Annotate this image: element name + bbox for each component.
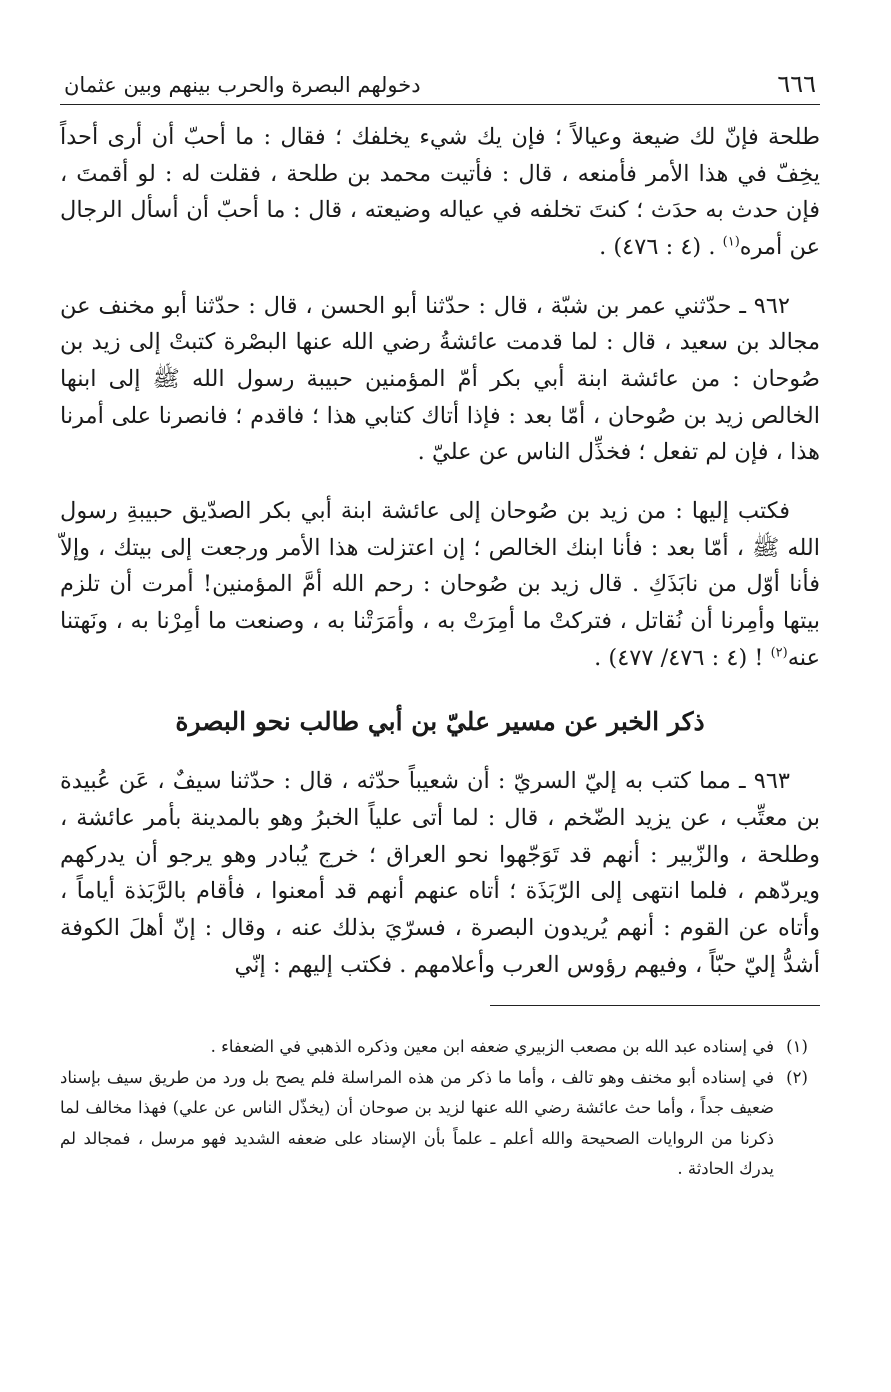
footnote-mark: (٢): [786, 1067, 808, 1087]
paragraph-text: ٩٦٣ ـ مما كتب به إليّ السريّ : أن شعيباً حدّثه ، قال : حدّثنا سيفٌ ، عَن عُبيدة بن معتِّب ، عن يزيد الضّخم ، قال : لما أتى علياً الخبرُ وهو بالمدينة بأمر عائشة ، وطلحة ، والزّبير : أنهم قد تَوَجّهوا نحو العراق ؛ خرج يُبادر وهو يرجو أن يدركهم ويردّهم ، فلما انتهى إلى الرّبَذَة ؛ أتاه عنهم أنهم قد أمعنوا ، فأقام بالرَّبَذة أياماً ، وأتاه عن القوم : أنهم يُريدون البصرة ، فسرّيَ بذلك عنه ، وقال : إنّ أهلَ الكوفة أشدُّ إليّ حبّاً ، وفيهم رؤوس العرب وأعلامهم . فكتب إليهم : إنّي: [60, 768, 820, 978]
footnote-divider: [490, 1005, 820, 1006]
running-title: دخولهم البصرة والحرب بينهم وبين عثمان: [64, 73, 421, 97]
footnote-2: [60, 1063, 820, 1185]
paragraph-2: [60, 288, 820, 471]
footnotes: [60, 1032, 820, 1185]
paragraph-1: [60, 119, 820, 266]
footnote-text: في إسناده عبد الله بن مصعب الزبيري ضعفه ابن معين وذكره الذهبي في الضعفاء .: [210, 1037, 774, 1057]
paragraph-text: ٩٦٢ ـ حدّثني عمر بن شبّة ، قال : حدّثنا أبو الحسن ، قال : حدّثنا أبو مخنف عن مجالد بن سعيد ، قال : لما قدمت عائشةُ رضي الله عنها البصْرة كتبتْ إلى زيد بن صُوحان : من عائشة ابنة أبي بكر أمّ المؤمنين حبيبة رسول الله ﷺ إلى ابنها الخالص زيد بن صُوحان ، أمّا بعد : فإذا أتاك كتابي هذا ؛ فاقدم ؛ فانصرنا على أمرنا هذا ، فإن لم تفعل ؛ فخذِّل الناس عن عليّ .: [60, 292, 820, 466]
paragraph-3: [60, 493, 820, 676]
section-heading: ذكر الخبر عن مسير عليّ بن أبي طالب نحو البصرة: [175, 707, 705, 737]
page-header: [60, 70, 820, 105]
main-text: [60, 119, 820, 983]
paragraph-text: فكتب إليها : من زيد بن صُوحان إلى عائشة ابنة أبي بكر الصدّيق حبيبةِ رسول الله ﷺ ، أمّا بعد : فأنا ابنك الخالص ؛ إن اعتزلت هذا الأمر ورجعت إلى بيتك ، وإلاّ فأنا أوّل من نابَذَكِ . قال زيد بن صُوحان : رحم الله أمَّ المؤمنين! أمرت أن تلزم بيتها وأمِرنا أن نُقاتل ، فتركتْ ما أمِرَتْ به ، وأمَرَتْنا به ، وصنعت ما أمِرْنا به ، ونَهتنا عنه: [60, 498, 820, 671]
page-number: ٦٦٦: [777, 70, 816, 98]
footnote-1: [60, 1032, 820, 1063]
book-page: [60, 70, 820, 1185]
footnote-mark: (١): [786, 1037, 808, 1057]
citation: . (٤ : ٤٧٦) .: [599, 234, 723, 261]
footnote-ref[interactable]: (١): [722, 234, 740, 250]
paragraph-text: طلحة فإنّ لك ضيعة وعيالاً ؛ فإن يك شيء يخلفك ؛ فقال : ما أحبّ أن أرى أحداً يخِفّ في هذا الأمر فأمنعه ، قال : فأتيت محمد بن طلحة ، فقلت له : لو أقمتَ ، فإن حدث به حدَث ؛ كنتَ تخلفه في عياله وضيعته ، قال : ما أحبّ أن أسأل الرجال عن أمره: [60, 124, 820, 261]
citation: ! (٤ : ٤٧٦/ ٤٧٧) .: [594, 644, 771, 671]
footnote-ref[interactable]: (٢): [770, 645, 788, 661]
footnote-text: في إسناده أبو مخنف وهو تالف ، وأما ما ذكر من هذه المراسلة فلم يصح بل ورد من طريق سيف بإسناد ضعيف جداً ، وأما حث عائشة رضي الله عنها لزيد بن صوحان أن (يخذّل الناس عن علي) فهذا مخالف لما ذكرنا من الروايات الصحيحة والله أعلم ـ علماً بأن الإسناد على ضعفه الشديد فهو مرسل ، فمجالد لم يدرك الحادثة .: [60, 1067, 774, 1179]
paragraph-4: [60, 763, 820, 983]
